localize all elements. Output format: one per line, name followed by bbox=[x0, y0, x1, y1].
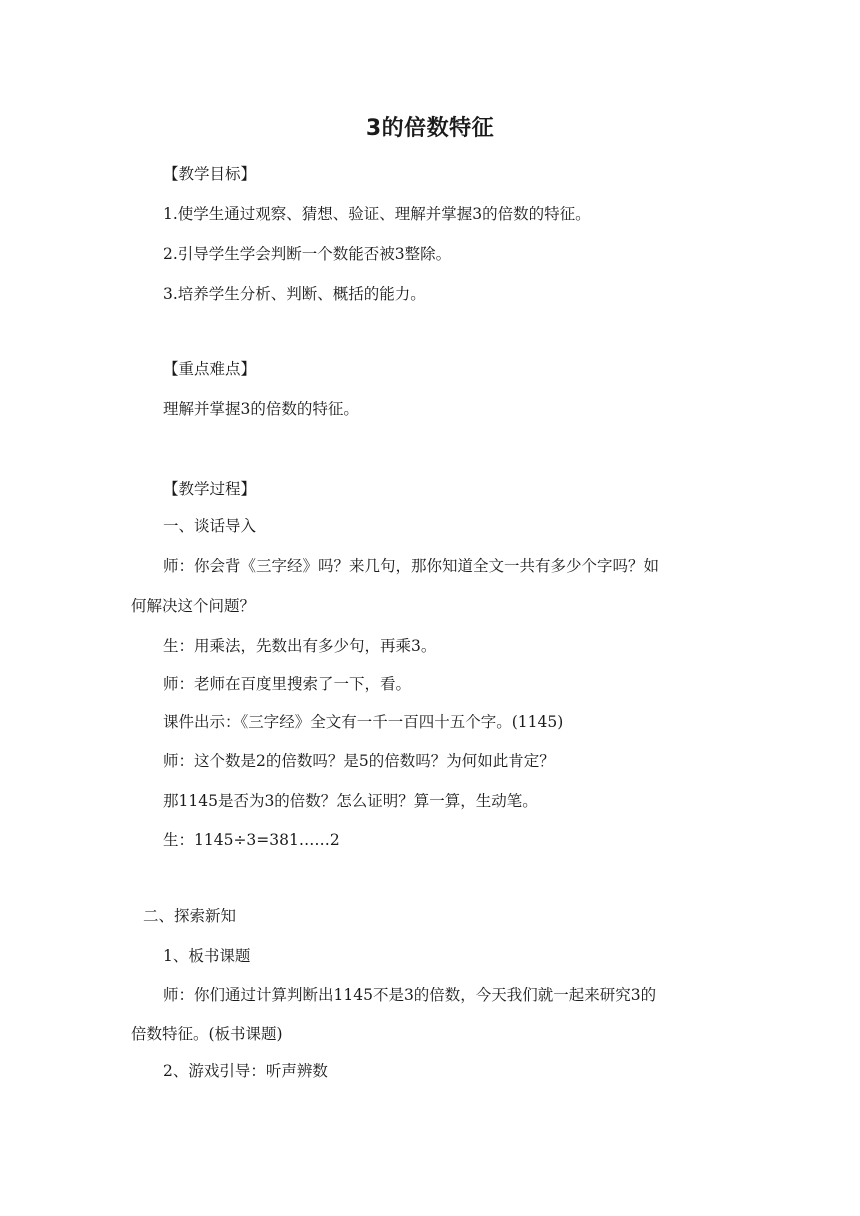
part1-heading: 一、谈话导入 bbox=[163, 517, 257, 535]
paragraph-line: 师：这个数是2的倍数吗？是5的倍数吗？为何如此肯定？ bbox=[163, 752, 555, 770]
paragraph-line: 生：用乘法，先数出有多少句，再乘3。 bbox=[163, 637, 437, 655]
part2-sub1-heading: 1、板书课题 bbox=[163, 947, 251, 965]
paragraph-line: 课件出示：《三字经》全文有一千一百四十五个字。(1145) bbox=[163, 713, 564, 731]
paragraph-line: 生：1145÷3=381……2 bbox=[163, 831, 340, 849]
paragraph-line: 何解决这个问题？ bbox=[131, 597, 256, 615]
objective-item: 3.培养学生分析、判断、概括的能力。 bbox=[163, 285, 426, 303]
objective-item: 1.使学生通过观察、猜想、验证、理解并掌握3的倍数的特征。 bbox=[163, 205, 591, 223]
paragraph-line: 师：老师在百度里搜索了一下，看。 bbox=[163, 675, 412, 693]
paragraph-line: 倍数特征。(板书课题) bbox=[131, 1025, 283, 1043]
process-heading: 【教学过程】 bbox=[163, 480, 257, 498]
paragraph-line: 那1145是否为3的倍数？怎么证明？算一算，生动笔。 bbox=[163, 792, 538, 810]
objectives-heading: 【教学目标】 bbox=[163, 165, 257, 183]
key-points-heading: 【重点难点】 bbox=[163, 360, 257, 378]
paragraph-line: 师：你会背《三字经》吗？来几句，那你知道全文一共有多少个字吗？如 bbox=[163, 557, 660, 575]
part2-heading: 二、探索新知 bbox=[143, 907, 237, 925]
part2-sub2-heading: 2、游戏引导：听声辨数 bbox=[163, 1062, 328, 1080]
key-points-text: 理解并掌握3的倍数的特征。 bbox=[163, 400, 359, 418]
paragraph-line: 师：你们通过计算判断出1145不是3的倍数，今天我们就一起来研究3的 bbox=[163, 986, 657, 1004]
objective-item: 2.引导学生学会判断一个数能否被3整除。 bbox=[163, 245, 452, 263]
document-title: 3的倍数特征 bbox=[365, 116, 495, 141]
